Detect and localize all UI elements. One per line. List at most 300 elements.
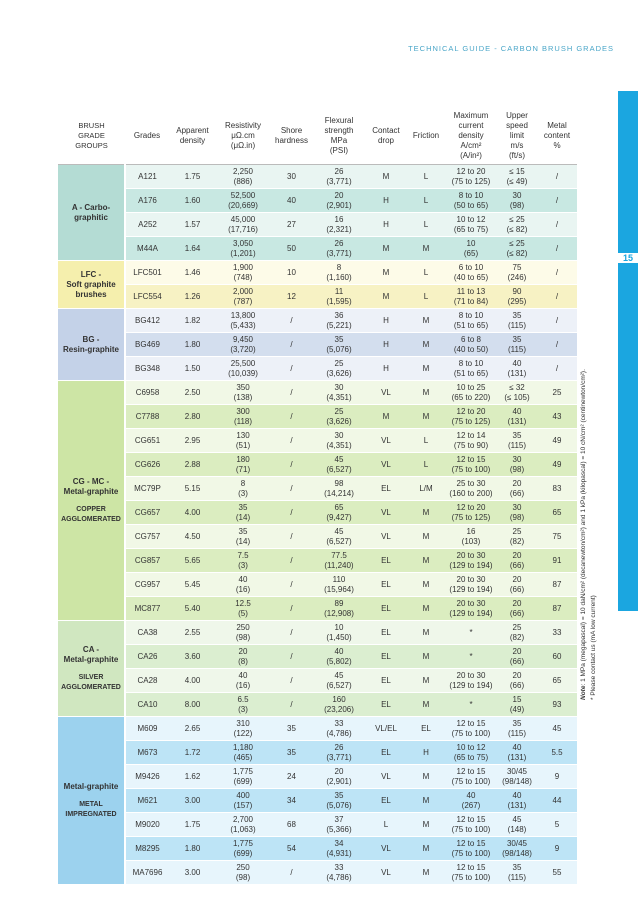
grade-group-cell bbox=[58, 381, 125, 621]
friction-cell: M bbox=[407, 669, 445, 693]
grade-cell: CG626 bbox=[125, 453, 169, 477]
current-density-cell-line: 20 to 30 bbox=[456, 670, 486, 680]
resistivity-cell-line: (122) bbox=[233, 728, 253, 738]
hardness-cell: 34 bbox=[270, 789, 313, 813]
current-density-cell-line: 20 to 30 bbox=[456, 574, 486, 584]
resistivity-cell-line: (16) bbox=[235, 584, 251, 594]
group-name-line: Resin-graphite bbox=[62, 344, 119, 354]
resistivity-cell bbox=[216, 213, 270, 237]
table-row bbox=[58, 285, 577, 309]
flexural-cell-line: 35 bbox=[334, 790, 344, 800]
speed-limit-cell-line: (98/148) bbox=[502, 848, 532, 858]
flexural-cell-line: 20 bbox=[334, 766, 344, 776]
density-cell: 5.65 bbox=[169, 549, 216, 573]
resistivity-cell-line: (10,039) bbox=[228, 368, 258, 378]
friction-cell: M bbox=[407, 333, 445, 357]
metal-content-cell: 9 bbox=[537, 765, 577, 789]
speed-limit-cell-line: (131) bbox=[507, 368, 527, 378]
current-density-cell bbox=[445, 165, 497, 189]
flexural-cell bbox=[313, 573, 365, 597]
grade-group-cell bbox=[58, 261, 125, 309]
flexural-cell-line: 110 bbox=[332, 574, 346, 584]
flexural-cell-line: 30 bbox=[334, 382, 344, 392]
col-header-density bbox=[169, 108, 216, 165]
flexural-cell-line: 26 bbox=[334, 742, 344, 752]
grade-cell: A121 bbox=[125, 165, 169, 189]
speed-limit-cell-line: 40 bbox=[512, 790, 522, 800]
resistivity-cell bbox=[216, 669, 270, 693]
grade-group-name bbox=[58, 782, 124, 792]
metal-content-cell: / bbox=[537, 261, 577, 285]
metal-content-cell: 60 bbox=[537, 645, 577, 669]
current-density-cell-line: 12 to 15 bbox=[456, 454, 486, 464]
grade-cell: A252 bbox=[125, 213, 169, 237]
resistivity-cell-line: (98) bbox=[235, 632, 251, 642]
current-density-cell bbox=[445, 621, 497, 645]
density-cell: 8.00 bbox=[169, 693, 216, 717]
resistivity-cell bbox=[216, 165, 270, 189]
current-density-cell-line: (75 to 100) bbox=[451, 464, 491, 474]
resistivity-cell-line: (138) bbox=[233, 392, 253, 402]
speed-limit-cell bbox=[497, 405, 537, 429]
friction-cell: M bbox=[407, 813, 445, 837]
current-density-cell-line: 12 to 20 bbox=[456, 166, 486, 176]
contact-drop-cell: EL bbox=[365, 549, 407, 573]
resistivity-cell-line: (748) bbox=[233, 272, 253, 282]
current-density-cell-line: (75 to 125) bbox=[451, 416, 491, 426]
speed-limit-cell-line: 35 bbox=[512, 718, 522, 728]
current-density-cell-line: 6 to 10 bbox=[458, 262, 484, 272]
table-row bbox=[58, 453, 577, 477]
resistivity-cell-line: 40 bbox=[238, 670, 248, 680]
current-density-cell-line: (75 to 125) bbox=[451, 512, 491, 522]
friction-cell: M bbox=[407, 645, 445, 669]
resistivity-cell-line: (5,433) bbox=[230, 320, 256, 330]
resistivity-cell-line: (3,720) bbox=[230, 344, 256, 354]
density-cell: 3.00 bbox=[169, 789, 216, 813]
resistivity-cell bbox=[216, 621, 270, 645]
resistivity-cell-line: (118) bbox=[233, 416, 253, 426]
friction-cell: M bbox=[407, 357, 445, 381]
header-line: MPa bbox=[330, 136, 348, 145]
resistivity-cell bbox=[216, 645, 270, 669]
flexural-cell bbox=[313, 213, 365, 237]
flexural-cell bbox=[313, 261, 365, 285]
flexural-cell-line: (11,240) bbox=[324, 560, 354, 570]
table-row bbox=[58, 357, 577, 381]
contact-drop-cell: EL bbox=[365, 789, 407, 813]
grade-group-subtitle bbox=[58, 673, 124, 693]
friction-cell: L bbox=[407, 261, 445, 285]
table-row bbox=[58, 741, 577, 765]
flexural-cell-line: 11 bbox=[334, 286, 344, 296]
density-cell: 4.50 bbox=[169, 525, 216, 549]
flexural-cell bbox=[313, 741, 365, 765]
contact-drop-cell: M bbox=[365, 261, 407, 285]
resistivity-cell bbox=[216, 381, 270, 405]
current-density-cell bbox=[445, 789, 497, 813]
header-line: Metal bbox=[547, 121, 567, 130]
flexural-cell-line: 35 bbox=[334, 334, 344, 344]
speed-limit-cell-line: (82) bbox=[509, 536, 525, 546]
flexural-cell bbox=[313, 165, 365, 189]
density-cell: 1.75 bbox=[169, 813, 216, 837]
metal-content-cell: 43 bbox=[537, 405, 577, 429]
current-density-cell bbox=[445, 429, 497, 453]
speed-limit-cell bbox=[497, 381, 537, 405]
group-name-line: LFC - bbox=[80, 269, 102, 279]
current-density-cell-line: (129 to 194) bbox=[449, 560, 493, 570]
flexural-cell-line: 37 bbox=[334, 814, 344, 824]
table-row bbox=[58, 549, 577, 573]
metal-content-cell: / bbox=[537, 285, 577, 309]
speed-limit-cell bbox=[497, 477, 537, 501]
speed-limit-cell bbox=[497, 669, 537, 693]
current-density-cell-line: (129 to 194) bbox=[449, 608, 493, 618]
density-cell: 1.64 bbox=[169, 237, 216, 261]
hardness-cell: / bbox=[270, 645, 313, 669]
speed-limit-cell bbox=[497, 741, 537, 765]
resistivity-cell bbox=[216, 813, 270, 837]
resistivity-cell-line: 350 bbox=[236, 382, 250, 392]
flexural-cell-line: 30 bbox=[334, 430, 344, 440]
resistivity-cell-line: (5) bbox=[238, 608, 248, 618]
resistivity-cell bbox=[216, 477, 270, 501]
flexural-cell-line: (4,931) bbox=[326, 848, 352, 858]
friction-cell: L bbox=[407, 189, 445, 213]
contact-drop-cell: VL bbox=[365, 765, 407, 789]
speed-limit-cell bbox=[497, 453, 537, 477]
flexural-cell-line: (12,908) bbox=[324, 608, 354, 618]
contact-drop-cell: L bbox=[365, 813, 407, 837]
contact-drop-cell: EL bbox=[365, 693, 407, 717]
table-row bbox=[58, 213, 577, 237]
current-density-cell bbox=[445, 813, 497, 837]
grade-group-name bbox=[58, 645, 124, 665]
table-row bbox=[58, 669, 577, 693]
current-density-cell-line: 10 to 12 bbox=[456, 214, 486, 224]
grade-cell: MC79P bbox=[125, 477, 169, 501]
hardness-cell: 35 bbox=[270, 741, 313, 765]
footnote bbox=[579, 369, 605, 700]
flexural-cell bbox=[313, 837, 365, 861]
contact-drop-cell: VL bbox=[365, 381, 407, 405]
flexural-cell-line: (3,771) bbox=[326, 752, 352, 762]
speed-limit-cell-line: (131) bbox=[507, 800, 527, 810]
speed-limit-cell bbox=[497, 549, 537, 573]
col-header-grades bbox=[125, 108, 169, 165]
speed-limit-cell bbox=[497, 621, 537, 645]
hardness-cell: 10 bbox=[270, 261, 313, 285]
grade-group-subtitle bbox=[58, 505, 124, 525]
friction-cell: M bbox=[407, 405, 445, 429]
contact-drop-cell: VL bbox=[365, 453, 407, 477]
speed-limit-cell-line: (98/148) bbox=[502, 776, 532, 786]
current-density-cell-line: (65 to 220) bbox=[451, 392, 491, 402]
table-row bbox=[58, 333, 577, 357]
group-name-line: Metal-graphite bbox=[63, 486, 119, 496]
col-header-metal bbox=[537, 108, 577, 165]
resistivity-cell bbox=[216, 357, 270, 381]
grade-cell: MC877 bbox=[125, 597, 169, 621]
current-density-cell bbox=[445, 333, 497, 357]
header-line: μΩ.cm bbox=[231, 131, 255, 140]
current-density-cell-line: (160 to 200) bbox=[449, 488, 493, 498]
speed-limit-cell-line: (115) bbox=[507, 440, 527, 450]
speed-limit-cell-line: 40 bbox=[512, 358, 522, 368]
flexural-cell-line: 25 bbox=[334, 358, 344, 368]
hardness-cell: 12 bbox=[270, 285, 313, 309]
speed-limit-cell-line: (246) bbox=[507, 272, 527, 282]
group-name-line: CG - MC - bbox=[72, 476, 110, 486]
header-line: Grades bbox=[133, 131, 161, 140]
resistivity-cell-line: 3,050 bbox=[232, 238, 254, 248]
resistivity-cell bbox=[216, 189, 270, 213]
flexural-cell bbox=[313, 501, 365, 525]
friction-cell: M bbox=[407, 501, 445, 525]
current-density-cell-line: 20 to 30 bbox=[456, 598, 486, 608]
metal-content-cell: 49 bbox=[537, 429, 577, 453]
table-row bbox=[58, 621, 577, 645]
resistivity-cell-line: 250 bbox=[236, 862, 250, 872]
flexural-cell-line: 16 bbox=[334, 214, 344, 224]
hardness-cell: / bbox=[270, 309, 313, 333]
header-line: GRADE bbox=[78, 131, 105, 140]
resistivity-cell bbox=[216, 453, 270, 477]
table-row bbox=[58, 477, 577, 501]
current-density-cell-line: (103) bbox=[461, 536, 481, 546]
current-density-cell bbox=[445, 573, 497, 597]
current-density-cell bbox=[445, 861, 497, 885]
current-density-cell bbox=[445, 285, 497, 309]
resistivity-cell-line: 13,800 bbox=[230, 310, 256, 320]
speed-limit-cell bbox=[497, 501, 537, 525]
density-cell: 3.60 bbox=[169, 645, 216, 669]
flexural-cell-line: (2,321) bbox=[326, 224, 352, 234]
flexural-cell bbox=[313, 645, 365, 669]
resistivity-cell-line: (51) bbox=[235, 440, 251, 450]
group-name-line: A - Carbo- bbox=[71, 202, 111, 212]
speed-limit-cell bbox=[497, 693, 537, 717]
group-name-line: CA - bbox=[82, 644, 100, 654]
table-row bbox=[58, 693, 577, 717]
contact-drop-cell: EL bbox=[365, 477, 407, 501]
group-name-line: graphitic bbox=[74, 212, 108, 222]
page-number: 15 bbox=[618, 253, 638, 263]
density-cell: 1.57 bbox=[169, 213, 216, 237]
resistivity-cell-line: 1,775 bbox=[232, 766, 254, 776]
flexural-cell bbox=[313, 453, 365, 477]
flexural-cell-line: (5,076) bbox=[326, 344, 352, 354]
table-row bbox=[58, 645, 577, 669]
current-density-cell-line: 11 to 13 bbox=[456, 286, 486, 296]
current-density-cell bbox=[445, 189, 497, 213]
contact-drop-cell: EL bbox=[365, 669, 407, 693]
current-density-cell-line: (75 to 100) bbox=[451, 872, 491, 882]
group-subtitle-line: COPPER bbox=[76, 505, 106, 513]
metal-content-cell: / bbox=[537, 213, 577, 237]
hardness-cell: / bbox=[270, 549, 313, 573]
speed-limit-cell-line: (115) bbox=[507, 320, 527, 330]
speed-limit-cell-line: 20 bbox=[512, 574, 522, 584]
density-cell: 2.88 bbox=[169, 453, 216, 477]
speed-limit-cell bbox=[497, 837, 537, 861]
resistivity-cell bbox=[216, 693, 270, 717]
grade-cell: CA10 bbox=[125, 693, 169, 717]
resistivity-cell-line: 2,700 bbox=[232, 814, 254, 824]
table-row bbox=[58, 261, 577, 285]
flexural-cell-line: (4,351) bbox=[326, 392, 352, 402]
friction-cell: M bbox=[407, 381, 445, 405]
group-subtitle-line: SILVER bbox=[78, 673, 104, 681]
current-density-cell bbox=[445, 669, 497, 693]
table-row bbox=[58, 189, 577, 213]
speed-limit-cell-line: 75 bbox=[512, 262, 522, 272]
current-density-cell-line: (75 to 100) bbox=[451, 728, 491, 738]
flexural-cell bbox=[313, 477, 365, 501]
metal-content-cell: 83 bbox=[537, 477, 577, 501]
current-density-cell-line: 12 to 20 bbox=[456, 502, 486, 512]
header-line: Resistivity bbox=[224, 121, 261, 130]
resistivity-cell-line: (17,716) bbox=[228, 224, 258, 234]
speed-limit-cell bbox=[497, 309, 537, 333]
speed-limit-cell bbox=[497, 333, 537, 357]
table-row bbox=[58, 717, 577, 741]
metal-content-cell: 44 bbox=[537, 789, 577, 813]
speed-limit-cell-line: (≤ 82) bbox=[506, 248, 528, 258]
speed-limit-cell-line: 20 bbox=[512, 598, 522, 608]
resistivity-cell-line: (699) bbox=[233, 848, 253, 858]
speed-limit-cell-line: ≤ 25 bbox=[509, 214, 525, 224]
speed-limit-cell-line: 30 bbox=[512, 454, 522, 464]
speed-limit-cell-line: 90 bbox=[512, 286, 522, 296]
hardness-cell: 30 bbox=[270, 165, 313, 189]
header-line: current bbox=[458, 121, 484, 130]
current-density-cell-line: (65) bbox=[463, 248, 479, 258]
flexural-cell bbox=[313, 789, 365, 813]
speed-limit-cell bbox=[497, 597, 537, 621]
table-row bbox=[58, 861, 577, 885]
metal-content-cell: / bbox=[537, 333, 577, 357]
grade-cell: A176 bbox=[125, 189, 169, 213]
table-row bbox=[58, 165, 577, 189]
header-line: A/cm² bbox=[460, 141, 482, 150]
header-line: % bbox=[553, 141, 561, 150]
current-density-cell bbox=[445, 237, 497, 261]
resistivity-cell bbox=[216, 261, 270, 285]
speed-limit-cell bbox=[497, 525, 537, 549]
current-density-cell-line: (51 to 65) bbox=[453, 320, 489, 330]
flexural-cell-line: 45 bbox=[334, 670, 344, 680]
col-header-group bbox=[58, 108, 125, 165]
current-density-cell-line: 20 to 30 bbox=[456, 550, 486, 560]
grade-group-subtitle bbox=[58, 800, 124, 820]
metal-content-cell: / bbox=[537, 357, 577, 381]
speed-limit-cell-line: (82) bbox=[509, 632, 525, 642]
speed-limit-cell-line: (131) bbox=[507, 416, 527, 426]
flexural-cell-line: 77.5 bbox=[331, 550, 347, 560]
flexural-cell-line: 25 bbox=[334, 406, 344, 416]
current-density-cell-line: 12 to 20 bbox=[456, 406, 486, 416]
flexural-cell-line: (3,626) bbox=[326, 416, 352, 426]
current-density-cell-line: 10 to 25 bbox=[456, 382, 486, 392]
current-density-cell bbox=[445, 549, 497, 573]
group-name-line: BG - bbox=[82, 334, 100, 344]
table-body bbox=[58, 165, 577, 885]
header-line: strength bbox=[324, 126, 354, 135]
current-density-cell-line: (50 to 65) bbox=[453, 200, 489, 210]
current-density-cell-line: 12 to 15 bbox=[456, 766, 486, 776]
flexural-cell-line: 33 bbox=[334, 718, 344, 728]
speed-limit-cell-line: 25 bbox=[512, 526, 522, 536]
current-density-cell-line: * bbox=[469, 699, 473, 709]
header-line: limit bbox=[509, 131, 525, 140]
friction-cell: M bbox=[407, 765, 445, 789]
speed-limit-cell-line: 35 bbox=[512, 334, 522, 344]
contact-drop-cell: H bbox=[365, 309, 407, 333]
flexural-cell-line: 20 bbox=[334, 190, 344, 200]
footnote-text: : 1 MPa (megapascal) = 10 daN/cm² (decanewton/cm²) and 1 kPa (kilopascal) = 10 cN/cm² (centinewton/cm²). bbox=[580, 369, 587, 686]
speed-limit-cell bbox=[497, 789, 537, 813]
current-density-cell-line: 10 to 12 bbox=[456, 742, 486, 752]
grade-cell: M9426 bbox=[125, 765, 169, 789]
resistivity-cell bbox=[216, 237, 270, 261]
current-density-cell bbox=[445, 213, 497, 237]
grade-group-name bbox=[58, 477, 124, 497]
hardness-cell: / bbox=[270, 333, 313, 357]
flexural-cell bbox=[313, 693, 365, 717]
resistivity-cell-line: (3) bbox=[238, 704, 248, 714]
metal-content-cell: / bbox=[537, 189, 577, 213]
speed-limit-cell-line: 30 bbox=[512, 190, 522, 200]
current-density-cell-line: 12 to 14 bbox=[456, 430, 486, 440]
resistivity-cell-line: 25,500 bbox=[230, 358, 256, 368]
friction-cell: M bbox=[407, 861, 445, 885]
resistivity-cell bbox=[216, 525, 270, 549]
resistivity-cell-line: (71) bbox=[235, 464, 251, 474]
density-cell: 2.95 bbox=[169, 429, 216, 453]
current-density-cell-line: (129 to 194) bbox=[449, 584, 493, 594]
contact-drop-cell: EL bbox=[365, 621, 407, 645]
col-header-flexural bbox=[313, 108, 365, 165]
resistivity-cell-line: 300 bbox=[236, 406, 250, 416]
resistivity-cell-line: (8) bbox=[238, 656, 248, 666]
flexural-cell-line: (2,901) bbox=[326, 776, 352, 786]
flexural-cell-line: 26 bbox=[334, 238, 344, 248]
flexural-cell-line: (3,771) bbox=[326, 176, 352, 186]
resistivity-cell-line: 180 bbox=[236, 454, 250, 464]
current-density-cell-line: (65 to 75) bbox=[453, 224, 489, 234]
flexural-cell-line: (6,527) bbox=[326, 536, 352, 546]
hardness-cell: / bbox=[270, 621, 313, 645]
current-density-cell-line: (75 to 125) bbox=[451, 176, 491, 186]
metal-content-cell: 5 bbox=[537, 813, 577, 837]
flexural-cell bbox=[313, 861, 365, 885]
density-cell: 2.80 bbox=[169, 405, 216, 429]
table-row bbox=[58, 501, 577, 525]
col-header-current bbox=[445, 108, 497, 165]
resistivity-cell-line: (14) bbox=[235, 512, 251, 522]
resistivity-cell-line: (157) bbox=[233, 800, 253, 810]
header-line: drop bbox=[377, 136, 394, 145]
current-density-cell-line: * bbox=[469, 627, 473, 637]
header-line: Contact bbox=[372, 126, 400, 135]
current-density-cell bbox=[445, 381, 497, 405]
flexural-cell bbox=[313, 525, 365, 549]
density-cell: 3.00 bbox=[169, 861, 216, 885]
group-subtitle-line: IMPREGNATED bbox=[65, 810, 117, 818]
table-row bbox=[58, 597, 577, 621]
